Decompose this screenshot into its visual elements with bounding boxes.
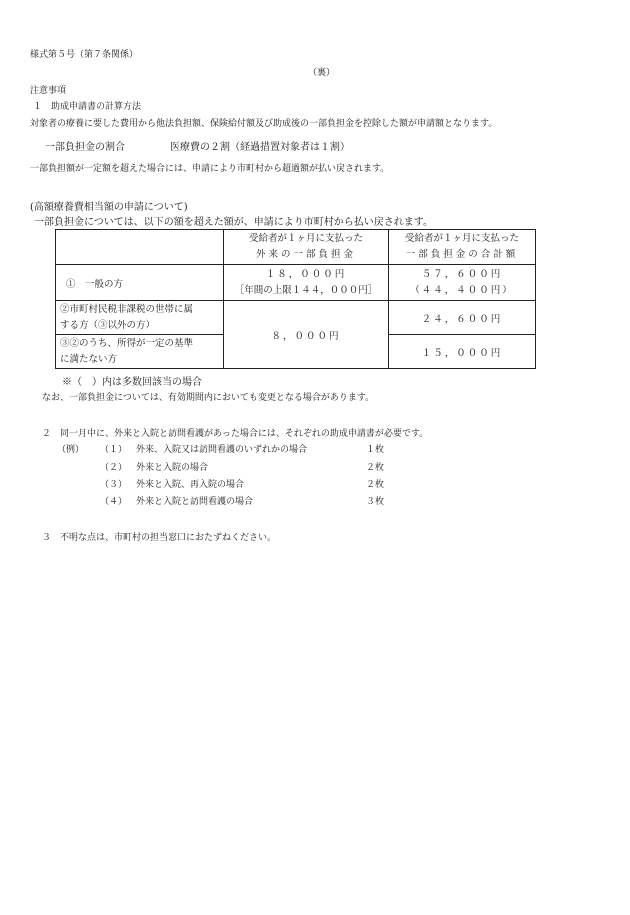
- example-count: １枚: [366, 445, 385, 455]
- row3-label: [56, 335, 224, 369]
- high-cost-intro: 一部負担金については、以下の額を超えた額が、申請により市町村から払い戻されます。: [34, 217, 433, 228]
- table-row: [56, 265, 536, 301]
- section3-title: ３ 不明な点は、市町村の担当窓口におたずねください。: [42, 533, 277, 543]
- fee-table: [55, 229, 536, 369]
- section1-body: 対象者の療養に要した費用から他法負担額、保険給付額及び助成後の一部負担金を控除した額が申請額となります。: [30, 119, 498, 129]
- row1-outpatient-amount: １８，０００円: [265, 268, 347, 280]
- row2-label: [56, 301, 224, 335]
- example-text: 外来、入院又は訪問看護のいずれかの場合: [136, 445, 308, 455]
- ratio-value: 医療費の２割（経過措置対象者は１割）: [170, 142, 350, 153]
- list-item: [100, 477, 385, 490]
- section2-title: ２ 同一月中に、外来と入院と訪問看護があった場合には、それぞれの助成申請書が必要です。: [42, 429, 429, 439]
- row2-label-line1: ②市町村民税非課税の世帯に属: [60, 303, 194, 315]
- list-item: [100, 494, 385, 507]
- row23-outpatient: ８，０００円: [224, 301, 389, 369]
- high-cost-heading: (高額療養費相当額の申請について): [30, 202, 188, 213]
- row1-outpatient: [224, 265, 389, 301]
- header-col2-line2: 外来の一部負担金: [255, 249, 356, 260]
- refund-note: 一部負担額が一定額を超えた場合には、申請により市町村から超過額が払い戻されます。: [30, 164, 390, 174]
- example-count: ３枚: [366, 497, 385, 507]
- change-note: なお、一部負担金については、有効期間内においても変更となる場合があります。: [42, 393, 375, 403]
- example-count: ２枚: [366, 463, 385, 473]
- section1-title: １ 助成申請書の計算方法: [33, 102, 142, 112]
- table-header-total: [389, 230, 536, 265]
- row1-total: [389, 265, 536, 301]
- row1-label: ① 一般の方: [56, 265, 224, 301]
- row3-label-line2: に満たない方: [60, 353, 118, 365]
- example-num: （３）: [100, 480, 128, 490]
- table-header-outpatient: [224, 230, 389, 265]
- notes-heading: 注意事項: [30, 86, 67, 96]
- row2-label-line2: する方（③以外の方）: [60, 319, 156, 331]
- example-label: （例）: [57, 445, 85, 455]
- row3-total: １５，０００円: [389, 335, 536, 369]
- row2-total: ２４，６００円: [389, 301, 536, 335]
- row1-total-multiple: （４４，４００円）: [410, 284, 514, 296]
- example-text: 外来と入院と訪問看護の場合: [136, 497, 254, 507]
- table-header-row: [56, 230, 536, 265]
- example-num: （４）: [100, 497, 128, 507]
- header-col3-line2: 一部負担金の合計額: [405, 249, 519, 260]
- example-text: 外来と入院の場合: [136, 463, 209, 473]
- form-number: 様式第５号（第７条関係）: [30, 50, 139, 60]
- example-num: （１）: [100, 445, 128, 455]
- ratio-label: 一部負担金の割合: [45, 142, 125, 153]
- header-col2-line1: 受給者が１ヶ月に支払った: [248, 233, 363, 244]
- table-header-empty: [56, 230, 224, 265]
- example-text: 外来と入院、再入院の場合: [136, 480, 245, 490]
- table-row: [56, 301, 536, 335]
- row1-outpatient-annual: ［年間の上限１４４，０００円］: [234, 284, 378, 296]
- table-footnote: ※（ ）内は多数回該当の場合: [62, 377, 202, 388]
- side-label: （裏）: [308, 68, 336, 78]
- example-num: （２）: [100, 463, 128, 473]
- list-item: [100, 442, 385, 455]
- row1-total-amount: ５７，６００円: [421, 268, 503, 280]
- list-item: [100, 460, 385, 473]
- row3-label-line1: ③②のうち、所得が一定の基準: [60, 337, 194, 349]
- header-col3-line1: 受給者が１ヶ月に支払った: [404, 233, 519, 244]
- example-count: ２枚: [366, 480, 385, 490]
